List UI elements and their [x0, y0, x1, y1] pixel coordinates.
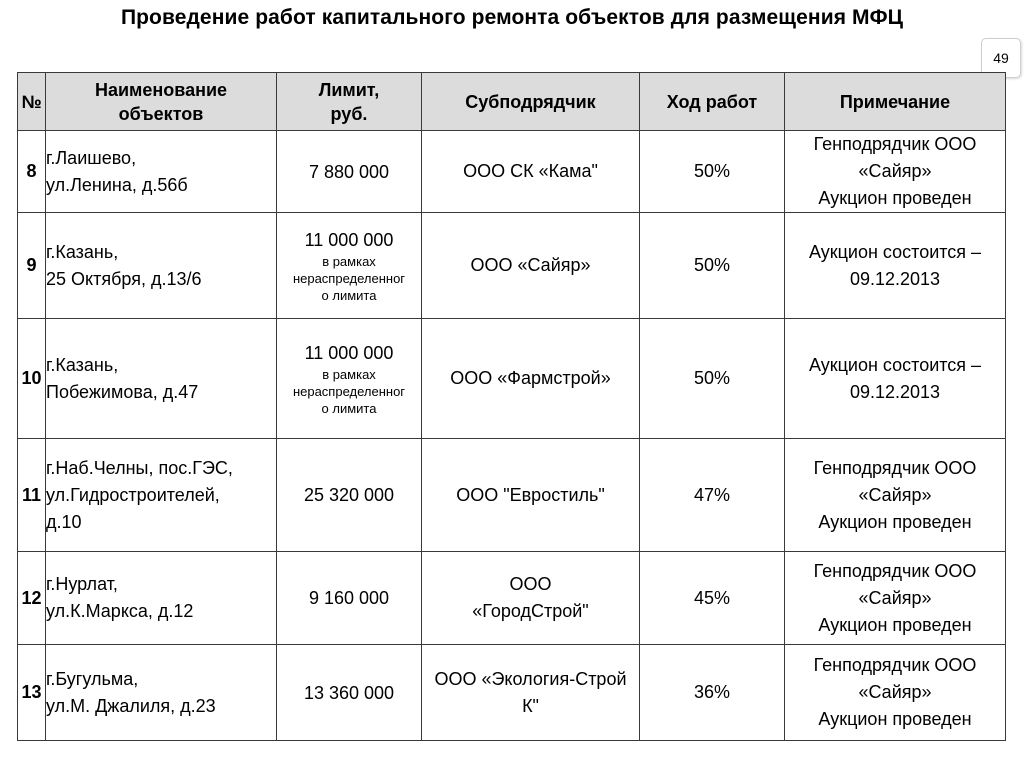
limit-cell	[277, 319, 422, 439]
subcontractor-line: ООО СК «Кама"	[463, 161, 598, 181]
object-name-line: г.Казань,	[46, 241, 119, 262]
note-line: Аукцион проведен	[818, 614, 972, 635]
subcontractor	[422, 439, 640, 552]
note-line: Аукцион состоится –	[808, 354, 982, 375]
subcontractor-line: ООО «Экология-Строй	[434, 668, 627, 689]
limit-note-line: в рамках	[322, 367, 376, 382]
object-name-line: ул.М. Джалиля, д.23	[46, 695, 216, 716]
limit-note-line: о лимита	[321, 288, 377, 303]
limit-amount: 13 360 000	[303, 682, 395, 703]
limit-cell	[277, 645, 422, 741]
note-line: Аукцион проведен	[818, 188, 972, 208]
row-number: 11	[18, 439, 46, 552]
work-progress: 50%	[640, 131, 785, 213]
note-line: «Сайяр»	[858, 161, 932, 181]
subcontractor-line: ООО «Сайяр»	[470, 255, 591, 275]
object-name	[46, 213, 277, 319]
object-name-line: Побежимова, д.47	[46, 381, 199, 402]
header-limit-line1: Лимит,	[318, 79, 380, 100]
note-line: «Сайяр»	[858, 484, 932, 505]
limit-cell	[277, 552, 422, 645]
limit-note-line: в рамках	[322, 254, 376, 269]
header-name-line1: Наименование	[94, 79, 228, 100]
row-number: 9	[18, 213, 46, 319]
header-subcontractor: Субподрядчик	[422, 73, 640, 131]
row-number: 12	[18, 552, 46, 645]
row-number: 13	[18, 645, 46, 741]
row-number: 10	[18, 319, 46, 439]
table-row	[18, 439, 1006, 552]
note-line: Генподрядчик ООО	[813, 655, 977, 675]
table-row	[18, 213, 1006, 319]
header-num: №	[18, 73, 46, 131]
limit-cell	[277, 439, 422, 552]
limit-amount: 7 880 000	[308, 161, 390, 182]
note-line: 09.12.2013	[849, 268, 941, 289]
subcontractor	[422, 319, 640, 439]
subcontractor	[422, 213, 640, 319]
object-name	[46, 131, 277, 213]
note-line: Генподрядчик ООО	[813, 457, 977, 478]
table-row	[18, 552, 1006, 645]
limit-cell	[277, 131, 422, 213]
note	[785, 213, 1006, 319]
limit-amount: 9 160 000	[308, 588, 390, 608]
note	[785, 439, 1006, 552]
work-progress: 50%	[640, 213, 785, 319]
subcontractor-line: ООО	[509, 574, 552, 594]
limit-note-line: нераспределенног	[292, 271, 406, 286]
header-name	[46, 73, 277, 131]
subcontractor	[422, 131, 640, 213]
note-line: Аукцион проведен	[818, 709, 972, 729]
limit-cell	[277, 213, 422, 319]
header-note: Примечание	[785, 73, 1006, 131]
work-progress: 47%	[640, 439, 785, 552]
limit-note-line: нераспределенног	[292, 384, 406, 399]
page-title: Проведение работ капитального ремонта объектов для размещения МФЦ	[120, 6, 904, 29]
header-name-line2: объектов	[118, 103, 204, 124]
object-name-line: 25 Октября, д.13/6	[46, 268, 202, 289]
object-name-line: ул.Гидростроителей,	[46, 484, 220, 505]
object-name	[46, 319, 277, 439]
work-progress: 50%	[640, 319, 785, 439]
limit-note-line: о лимита	[321, 401, 377, 416]
table-row	[18, 131, 1006, 213]
limit-amount: 25 320 000	[303, 485, 395, 505]
object-name-line: г.Нурлат,	[46, 574, 118, 594]
object-name	[46, 552, 277, 645]
page-number: 49	[981, 38, 1021, 78]
subcontractor-line: ООО "Евростиль"	[456, 484, 605, 505]
object-name	[46, 645, 277, 741]
works-table	[17, 72, 1006, 741]
work-progress: 45%	[640, 552, 785, 645]
subcontractor	[422, 645, 640, 741]
object-name-line: г.Бугульма,	[46, 668, 139, 689]
limit-amount: 11 000 000	[304, 343, 394, 363]
note-line: Аукцион состоится –	[808, 241, 982, 262]
header-limit	[277, 73, 422, 131]
subcontractor-line: «ГородСтрой"	[472, 601, 589, 621]
object-name-line: г.Наб.Челны, пос.ГЭС,	[46, 457, 233, 478]
work-progress: 36%	[640, 645, 785, 741]
note-line: Генподрядчик ООО	[813, 134, 977, 154]
header-limit-line2: руб.	[330, 103, 368, 124]
header-progress: Ход работ	[640, 73, 785, 131]
row-number: 8	[18, 131, 46, 213]
limit-amount: 11 000 000	[304, 230, 394, 250]
subcontractor-line: К"	[522, 695, 539, 716]
table-header-row	[18, 73, 1006, 131]
object-name-line: ул.Ленина, д.56б	[46, 174, 188, 195]
object-name-line: г.Казань,	[46, 354, 119, 375]
note-line: 09.12.2013	[849, 381, 941, 402]
table-body	[18, 131, 1006, 741]
note	[785, 131, 1006, 213]
note	[785, 645, 1006, 741]
note-line: Генподрядчик ООО	[813, 560, 977, 581]
subcontractor-line: ООО «Фармстрой»	[450, 368, 611, 388]
object-name-line: ул.К.Маркса, д.12	[46, 601, 194, 621]
table-row	[18, 645, 1006, 741]
subcontractor	[422, 552, 640, 645]
note	[785, 319, 1006, 439]
note-line: «Сайяр»	[858, 682, 932, 702]
note-line: Аукцион проведен	[818, 511, 972, 532]
table-row	[18, 319, 1006, 439]
note	[785, 552, 1006, 645]
object-name-line: д.10	[46, 511, 82, 532]
object-name	[46, 439, 277, 552]
object-name-line: г.Лаишево,	[46, 147, 137, 168]
note-line: «Сайяр»	[858, 587, 932, 608]
